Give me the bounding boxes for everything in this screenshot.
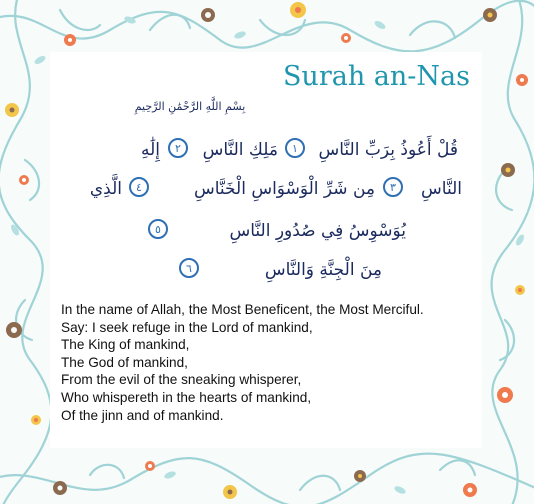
translation-line: Of the jinn and of mankind. (61, 407, 224, 423)
arabic-segment: قُلْ أَعُوذُ بِرَبِّ النَّاسِ (318, 140, 458, 160)
verse-marker (286, 139, 304, 157)
translation-line: The God of mankind, (61, 354, 188, 370)
arabic-segment: يُوَسْوِسُ فِي صُدُورِ النَّاسِ (229, 221, 406, 241)
arabic-segment: مِن شَرِّ الْوَسْوَاسِ الْخَنَّاسِ (193, 179, 375, 199)
arabic-verses-block (50, 52, 482, 292)
arabic-segment: النَّاسِ (421, 179, 462, 199)
verse-marker (149, 220, 167, 238)
svg-text:٢: ٢ (175, 142, 181, 155)
arabic-segment: مِنَ الْجِنَّةِ وَالنَّاسِ (264, 260, 382, 280)
translation-line: Say: I seek refuge in the Lord of mankind, (61, 319, 313, 335)
svg-text:٤: ٤ (136, 181, 142, 194)
content-panel (50, 52, 482, 448)
verse-marker (169, 139, 187, 157)
translation-line: In the name of Allah, the Most Beneficent, the Most Merciful. (61, 302, 424, 317)
svg-text:١: ١ (292, 142, 298, 155)
arabic-segment: مَلِكِ النَّاسِ (202, 140, 278, 160)
arabic-segment: إِلَٰهِ (140, 140, 160, 160)
svg-text:٥: ٥ (155, 223, 161, 236)
page-title: Surah an-Nas (282, 61, 470, 92)
translation-line: Who whispereth in the hearts of mankind, (61, 389, 312, 405)
english-translation (61, 301, 481, 424)
translation-line: The King of mankind, (61, 337, 190, 353)
verse-marker (180, 259, 198, 277)
svg-text:٣: ٣ (390, 181, 396, 194)
arabic-segment: الَّذِي (89, 179, 122, 199)
translation-line: From the evil of the sneaking whisperer, (61, 372, 302, 388)
verse-marker (384, 178, 402, 196)
verse-marker (130, 178, 148, 196)
basmala: بِسْمِ اللَّهِ الرَّحْمَٰنِ الرَّحِيمِ (134, 100, 246, 113)
svg-text:٦: ٦ (186, 262, 192, 275)
